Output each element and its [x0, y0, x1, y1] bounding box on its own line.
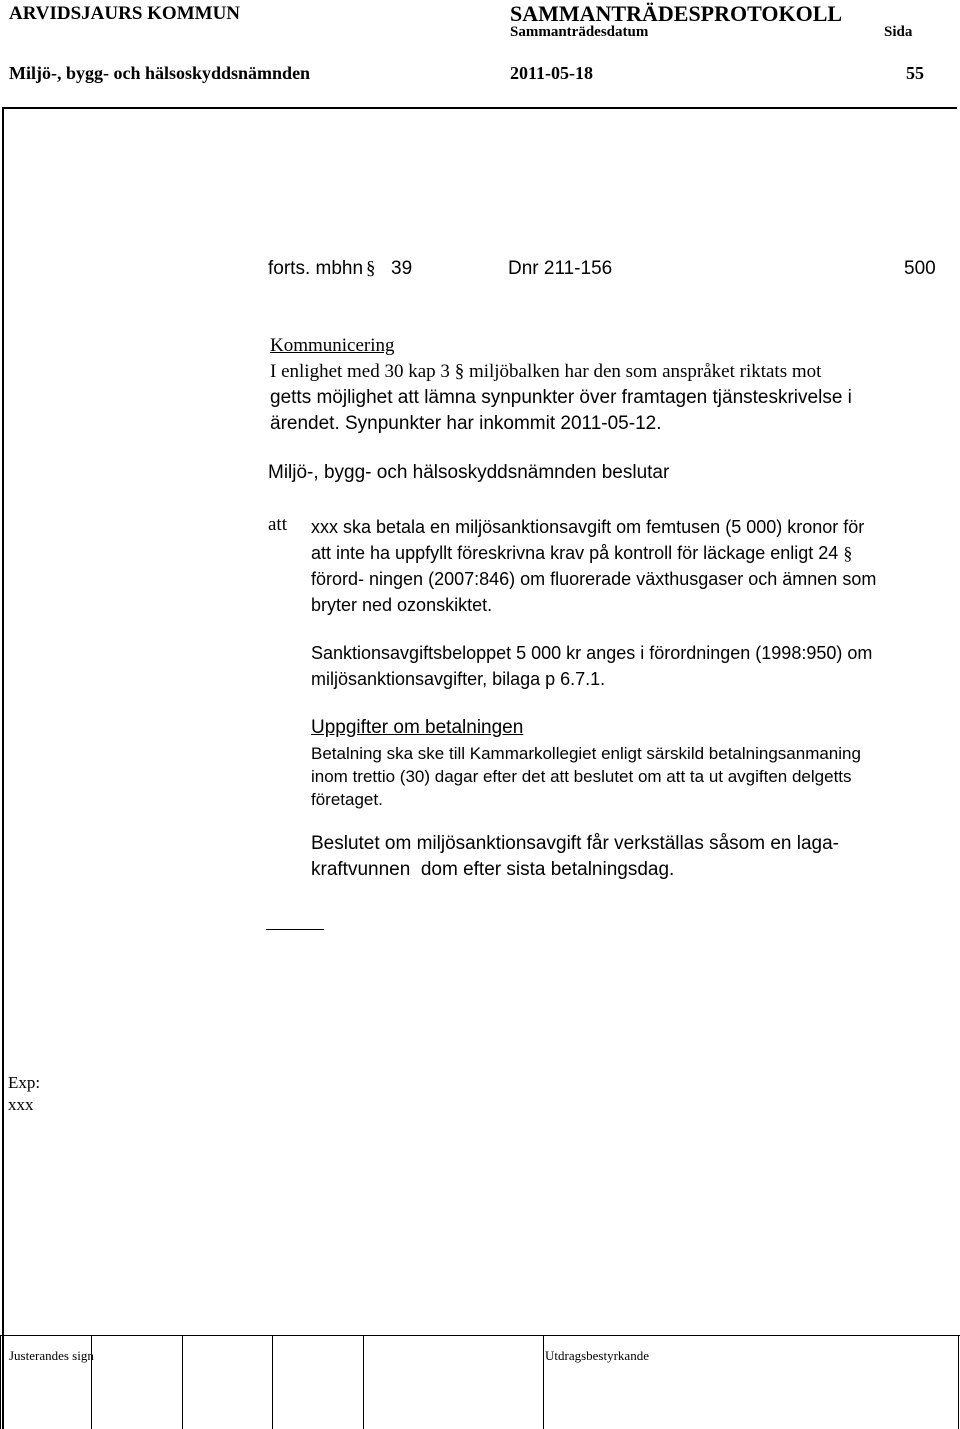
justerandes-sign-label: Justerandes sign: [9, 1348, 94, 1363]
page-number: 55: [906, 63, 924, 83]
amount-line: Sanktionsavgiftsbeloppet 5 000 kr anges i förordningen (1998:950) om: [311, 643, 873, 663]
meeting-date: 2011-05-18: [510, 63, 593, 83]
document-type: SAMMANTRÄDESPROTOKOLL: [510, 1, 843, 26]
decision-text: att inte ha uppfyllt föreskrivna krav på kontroll för läckage enligt 24: [311, 543, 839, 563]
meeting-date-label: Sammanträdesdatum: [510, 24, 649, 40]
section-number: 39: [391, 258, 413, 279]
decision-line: förord- ningen (2007:846) om fluorerade växthusgaser och ämnen som: [311, 569, 877, 589]
communication-line: [270, 359, 950, 385]
decision-line: bryter ned ozonskiktet.: [311, 595, 493, 615]
section-sign: §: [366, 258, 376, 279]
utdragsbestyrkande-label: Utdragsbestyrkande: [545, 1348, 649, 1363]
sanction-amount-text: [311, 640, 951, 692]
communication-line: ärendet. Synpunkter har inkommit 2011-05-12.: [270, 413, 662, 434]
signature-box: [182, 1335, 183, 1429]
communication-section: [270, 333, 950, 437]
organization-name: ARVIDSJAURS KOMMUN: [9, 3, 241, 24]
payment-line: inom trettio (30) dagar efter det att beslutet om att ta ut avgiften delgetts: [311, 767, 852, 786]
distribution-label: Exp:: [8, 1073, 41, 1092]
payment-text: [311, 742, 951, 811]
communication-text: miljöbalken har den som anspråket riktats mot: [468, 361, 822, 382]
distribution-value: xxx: [8, 1095, 34, 1114]
communication-text: I enlighet med 30 kap 3: [270, 361, 450, 382]
case-number: Dnr 211-156: [508, 258, 613, 279]
signature-box: [363, 1335, 364, 1429]
execution-line: Beslutet om miljösanktionsavgift får verkställas såsom en laga-: [311, 833, 840, 854]
signature-box: [0, 1335, 1, 1429]
signature-box: [958, 1335, 959, 1429]
communication-line: getts möjlighet att lämna synpunkter över framtagen tjänsteskrivelse i: [270, 387, 852, 408]
signature-box: [543, 1335, 544, 1429]
page-label: Sida: [884, 24, 913, 40]
continuation-label: forts. mbhn: [268, 258, 364, 279]
separator-line: [266, 929, 324, 930]
payment-line: företaget.: [311, 790, 383, 809]
signature-box: [272, 1335, 273, 1429]
decision-att-label: att: [268, 514, 287, 535]
decision-heading: Miljö-, bygg- och hälsoskyddsnämnden beslutar: [268, 462, 670, 483]
section-sign: §: [843, 543, 853, 563]
committee-name: Miljö-, bygg- och hälsoskyddsnämnden: [9, 63, 311, 83]
decision-line: [311, 540, 951, 566]
payment-line: Betalning ska ske till Kammarkollegiet enligt särskild betalningsanmaning: [311, 744, 861, 763]
communication-heading: Kommunicering: [270, 335, 395, 356]
amount-line: miljösanktionsavgifter, bilaga p 6.7.1.: [311, 669, 606, 689]
section-sign: §: [454, 361, 465, 382]
archive-code: 500: [904, 258, 936, 279]
decision-text: [311, 514, 951, 618]
footer-line: [0, 1335, 960, 1336]
payment-heading: Uppgifter om betalningen: [311, 717, 524, 738]
execution-line: kraftvunnen dom efter sista betalningsdag.: [311, 859, 675, 880]
execution-text: [311, 831, 911, 883]
decision-line: xxx ska betala en miljösanktionsavgift om femtusen (5 000) kronor för: [311, 517, 865, 537]
